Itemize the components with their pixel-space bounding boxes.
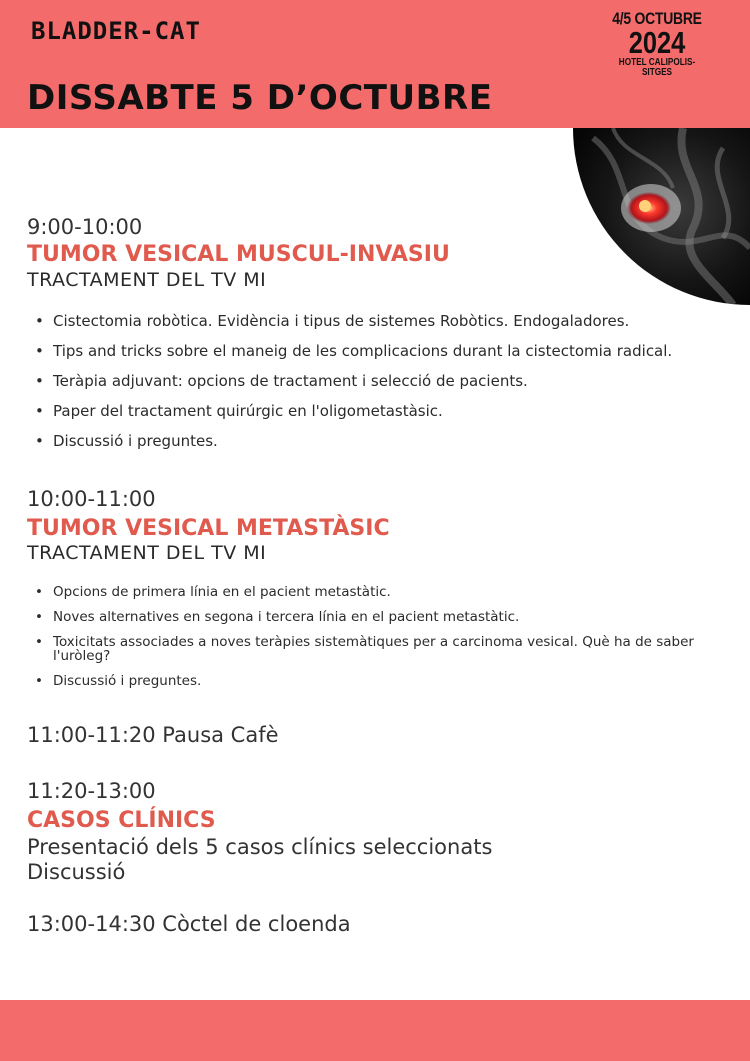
session-1-subtitle: TRACTAMENT DEL TV MI xyxy=(27,269,267,291)
event-info xyxy=(592,10,722,78)
brand-logo: BLADDER-CAT xyxy=(31,17,201,45)
event-year: 2024 xyxy=(628,25,686,60)
header-band xyxy=(0,0,750,128)
session-1-time: 9:00-10:00 xyxy=(27,215,143,239)
cases-discussion: Discussió xyxy=(27,860,126,884)
session-2-topics xyxy=(31,585,731,699)
session-2-time: 10:00-11:00 xyxy=(27,487,156,511)
list-item: • Opcions de primera línia en el pacient metastàtic. xyxy=(31,585,731,599)
list-item: • Toxicitats associades a noves teràpies sistemàtiques per a carcinoma vesical. Què ha de saber l'uròleg? xyxy=(31,635,731,663)
closing-cocktail: 13:00-14:30 Còctel de cloenda xyxy=(27,912,351,936)
coffee-break: 11:00-11:20 Pausa Cafè xyxy=(27,723,279,747)
session-2-subtitle: TRACTAMENT DEL TV MI xyxy=(27,542,267,564)
list-item: • Noves alternatives en segona i tercera línia en el pacient metastàtic. xyxy=(31,610,731,624)
session-2-title: TUMOR VESICAL METASTÀSIC xyxy=(27,516,390,541)
list-item: • Discussió i preguntes. xyxy=(31,431,746,461)
footer-band xyxy=(0,1000,750,1061)
list-item: • Discussió i preguntes. xyxy=(31,674,731,688)
cases-presentation: Presentació dels 5 casos clínics seleccionats xyxy=(27,835,493,859)
day-title: DISSABTE 5 D’OCTUBRE xyxy=(27,78,493,118)
event-venue: HOTEL CALIPOLIS- SITGES xyxy=(618,57,696,78)
list-item: • Paper del tractament quirúrgic en l'oligometastàsic. xyxy=(31,401,746,431)
bladder-illustration xyxy=(573,128,750,305)
list-item: • Cistectomia robòtica. Evidència i tipus de sistemes Robòtics. Endogaladores. xyxy=(31,311,746,341)
cases-time: 11:20-13:00 xyxy=(27,779,156,803)
session-1-title: TUMOR VESICAL MUSCUL-INVASIU xyxy=(27,242,450,267)
list-item: • Tips and tricks sobre el maneig de les complicacions durant la cistectomia radical. xyxy=(31,341,746,371)
session-1-topics xyxy=(31,311,746,461)
list-item: • Teràpia adjuvant: opcions de tractament i selecció de pacients. xyxy=(31,371,746,401)
event-dates: 4/5 OCTUBRE xyxy=(612,9,702,28)
cases-title: CASOS CLÍNICS xyxy=(27,808,216,833)
